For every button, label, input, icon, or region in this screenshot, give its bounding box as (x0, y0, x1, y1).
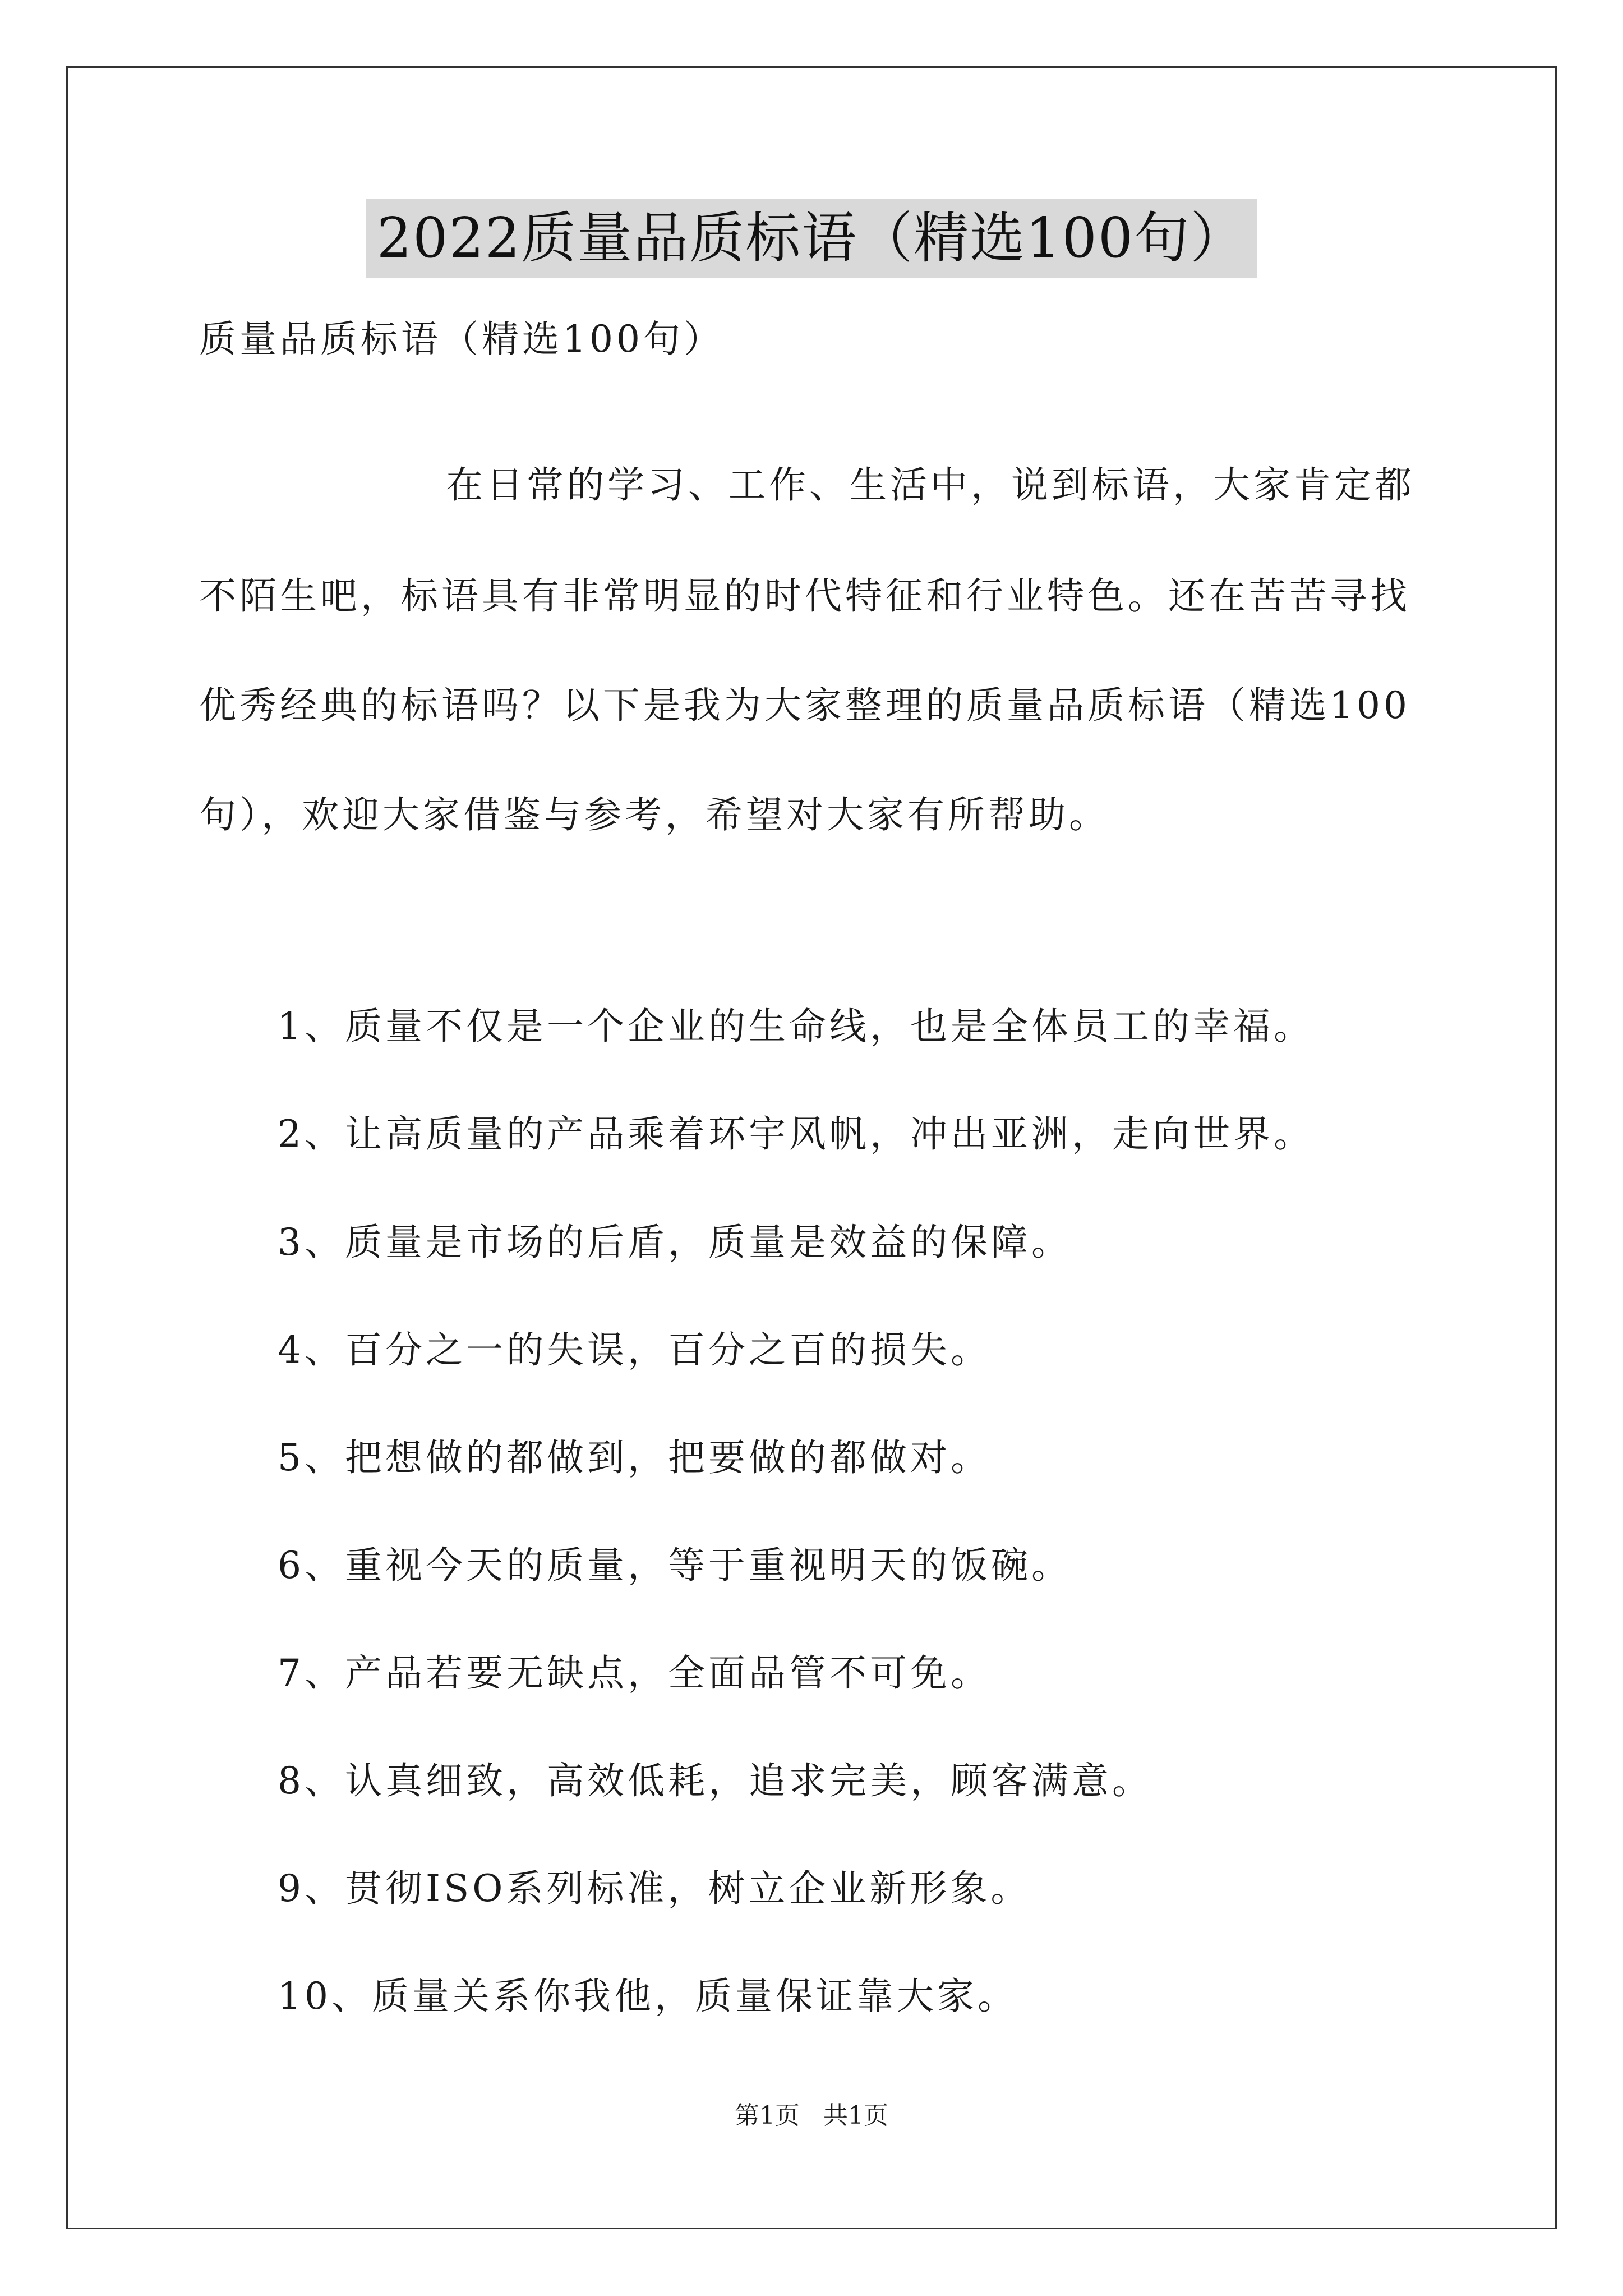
intro-paragraph-line: 优秀经典的标语吗？以下是我为大家整理的质量品质标语（精选100 (199, 684, 1410, 727)
page-number: 第1页 (735, 2101, 800, 2130)
title-container (0, 199, 1623, 278)
slogan-item: 6、重视今天的质量，等于重视明天的饭碗。 (278, 1544, 1072, 1587)
intro-paragraph-line: 在日常的学习、工作、生活中，说到标语，大家肯定都 (446, 463, 1415, 507)
page-total: 共1页 (823, 2101, 888, 2130)
slogan-item: 10、质量关系你我他，质量保证靠大家。 (278, 1975, 1018, 2018)
document-title: 2022质量品质标语（精选100句） (366, 199, 1257, 278)
slogan-item: 9、贯彻ISO系列标准，树立企业新形象。 (278, 1867, 1031, 1910)
intro-paragraph-line: 句），欢迎大家借鉴与参考，希望对大家有所帮助。 (199, 793, 1109, 836)
slogan-item: 5、把想做的都做到，把要做的都做对。 (278, 1436, 991, 1479)
intro-paragraph-line: 不陌生吧，标语具有非常明显的时代特征和行业特色。还在苦苦寻找 (199, 574, 1410, 618)
slogan-item: 1、质量不仅是一个企业的生命线，也是全体员工的幸福。 (278, 1005, 1314, 1048)
page-footer (0, 2099, 1623, 2133)
slogan-item: 3、质量是市场的后盾，质量是效益的保障。 (278, 1221, 1072, 1264)
slogan-item: 2、让高质量的产品乘着环宇风帆，冲出亚洲，走向世界。 (278, 1112, 1314, 1156)
slogan-item: 7、产品若要无缺点，全面品管不可免。 (278, 1651, 991, 1695)
document-subtitle: 质量品质标语（精选100句） (199, 318, 724, 361)
slogan-item: 8、认真细致，高效低耗，追求完美，顾客满意。 (278, 1759, 1152, 1802)
slogan-item: 4、百分之一的失误，百分之百的损失。 (278, 1328, 991, 1372)
